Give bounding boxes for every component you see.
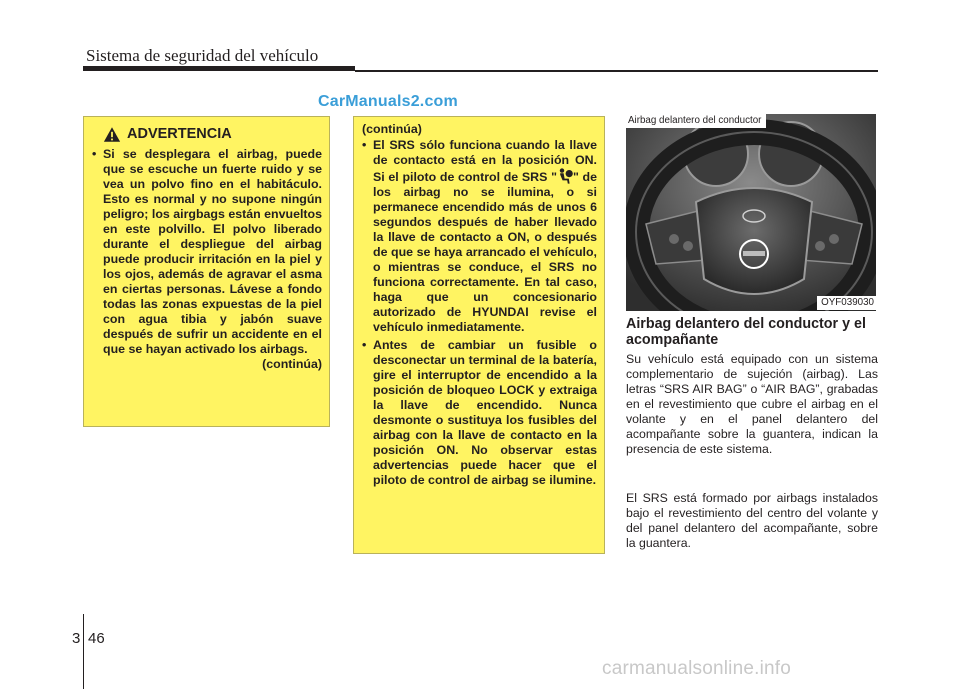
watermark-bottom: carmanualsonline.info xyxy=(602,658,792,679)
warning-triangle-icon xyxy=(103,126,121,143)
steering-wheel-photo xyxy=(626,114,876,311)
airbag-warning-light-icon xyxy=(557,168,573,184)
photo-caption: Airbag delantero del conductor xyxy=(626,114,766,128)
header-rule-thin xyxy=(355,70,878,72)
warning-heading-text: ADVERTENCIA xyxy=(127,125,232,142)
steering-wheel-illustration xyxy=(626,114,876,311)
bullet-1-text-b: " de los airbag no se ilumina, o si permanece encendido más de unos 6 segundos después de haber llevado la llave de contacto a ON, o después de que se haya arrancado el vehículo, o mientras se conduce, el SRS no funciona correctamente. En tal caso, haga que un concesionario autorizado de HYUNDAI revise el vehículo inmediatamente. xyxy=(373,170,597,334)
warning-1-bullet: • Si se desplegara el airbag, puede que se escuche un fuerte ruido y se vea un polvo fino en el habitáculo. Esto es normal y no supone ningún peligro; los airgbags están envueltos en este polvillo. El polvo liberado durante el despliegue del airbag puede producir irritación en la piel y los ojos, además de agravar el asma en ciertas personas. Lávese a fondo todas las zonas expuestas de la piel con agua tibia y jabón suave después de sufrir un accidente en el que se hayan activado los airbags. xyxy=(92,147,322,357)
warning-heading xyxy=(92,124,322,144)
section-paragraph-1: Su vehículo está equipado con un sistema complementario de sujeción (airbag). Las letras “SRS AIR BAG” o “AIR BAG”, grabadas en el revestimiento que cubre el airbag en el volante y en el panel delantero del acompañante sobre la guantera, indican la presencia de este sistema. xyxy=(626,352,878,456)
bullet-1-text-a: El SRS sólo funciona cuando la llave de contacto está en la posición ON. Si el piloto de control de SRS " xyxy=(373,138,597,184)
page-header-title: Sistema de seguridad del vehículo xyxy=(86,46,319,65)
header-rule-thick xyxy=(83,66,355,71)
warning-box-1 xyxy=(83,116,330,427)
photo-code: OYF039030 xyxy=(817,296,876,310)
page-divider xyxy=(83,614,84,689)
section-number: 3 xyxy=(72,630,81,647)
page-number: 46 xyxy=(88,630,105,647)
warning-2-bullet-1 xyxy=(362,138,597,335)
warning-2-continued-from: (continúa) xyxy=(362,122,422,136)
warning-1-continued: (continúa) xyxy=(262,357,322,371)
warning-2-bullet-2: • Antes de cambiar un fusible o desconectar un terminal de la batería, gire el interruptor de encendido a la posición de bloqueo LOCK y extraiga la llave de encendido. Nunca desmonte o sustituya los fusibles del airbag con la llave de contacto en la posición ON. No observar estas advertencias puede hacer que el piloto de control de airbag se ilumine. xyxy=(362,338,597,488)
section-paragraph-2: El SRS está formado por airbags instalados bajo el revestimiento del centro del volante y del panel delantero del acompañante, sobre la guantera. xyxy=(626,491,878,550)
watermark-top: CarManuals2.com xyxy=(318,93,458,110)
warning-box-2 xyxy=(353,116,605,554)
section-title: Airbag delantero del conductor y el acompañante xyxy=(626,316,866,348)
